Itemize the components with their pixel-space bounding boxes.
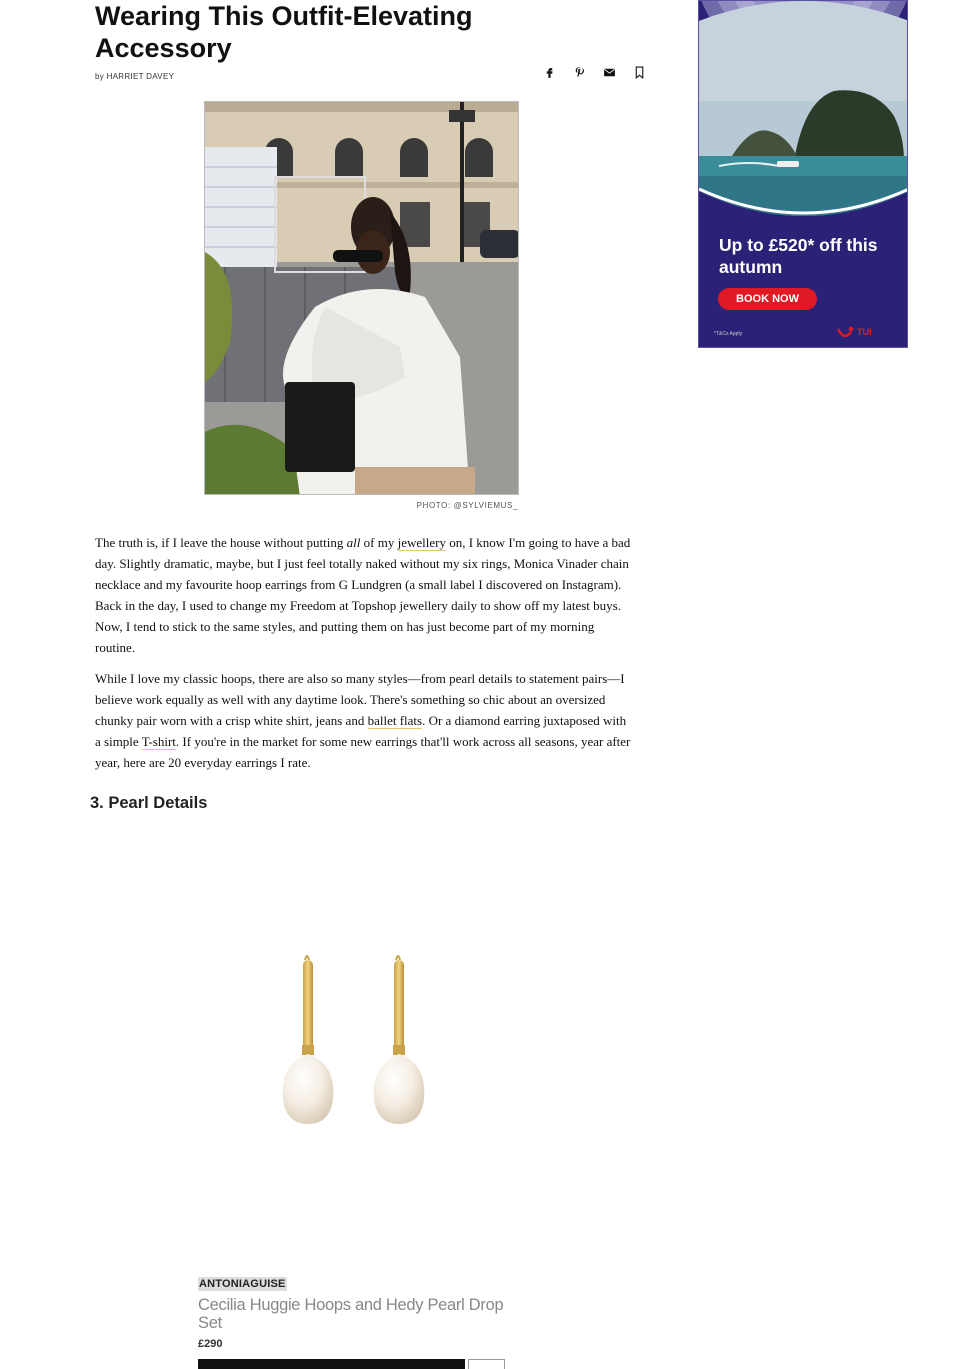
tui-logo <box>837 326 872 338</box>
section-heading: 3. Pearl Details <box>90 794 208 812</box>
text-run: The truth is, if I leave the house without putting <box>95 535 347 550</box>
hero-photo <box>204 101 519 495</box>
ballet-flats-link[interactable]: ballet flats <box>367 713 423 728</box>
tui-logo-text: TUI <box>857 327 872 337</box>
ad-headline: Up to £520* off this autumn <box>719 235 878 277</box>
article-headline: Wearing This Outfit-Elevating Accessory <box>95 1 473 63</box>
article-body <box>95 532 635 783</box>
facebook-icon[interactable] <box>534 64 564 80</box>
photo-credit: PHOTO: @SYLVIEMUS_ <box>416 501 518 510</box>
email-icon[interactable] <box>594 64 624 80</box>
product-brand: ANTONIAGUISE <box>199 1278 286 1290</box>
product-name[interactable]: Cecilia Huggie Hoops and Hedy Pearl Drop Set <box>198 1296 504 1332</box>
ad-book-now-button[interactable]: BOOK NOW <box>718 288 817 310</box>
tui-smile-icon <box>837 326 855 338</box>
text-run: . If you're in the market for some new earrings that'll work across all seasons, year after year, here are 20 everyday earrings I rate. <box>95 734 631 770</box>
t-shirt-link[interactable]: T-shirt <box>141 734 176 749</box>
bookmark-icon[interactable] <box>624 64 654 80</box>
text-emphasis: all <box>346 535 361 550</box>
text-run: While I love my classic hoops, there are also so many styles—from pearl details to statement pairs—I believe work equally as well with any daytime look. There's something so chic about an oversized chunky pair worn with a crisp white shirt, jeans and <box>95 671 625 728</box>
ad-terms: *T&Cs Apply <box>714 331 743 337</box>
product-image[interactable] <box>199 840 504 1260</box>
byline-prefix: by <box>95 72 105 81</box>
author-link[interactable]: HARRIET DAVEY <box>106 72 175 81</box>
byline <box>95 72 174 81</box>
jewellery-link[interactable]: jewellery <box>397 535 446 550</box>
pinterest-icon[interactable] <box>564 64 594 80</box>
text-run: of my <box>360 535 398 550</box>
paragraph-1 <box>95 532 635 658</box>
advertisement[interactable] <box>698 0 908 348</box>
product-price: £290 <box>198 1338 223 1350</box>
text-run: . Or a diamond earring juxtaposed with a simple <box>95 713 627 749</box>
paragraph-2 <box>95 668 635 773</box>
text-run: on, I know I'm going to have a bad day. Slightly dramatic, maybe, but I just feel totally naked without my six rings, Monica Vinader chain necklace and my favourite hoop earrings from G Lundgren (a small label I discovered on Instagram). Back in the day, I used to change my Freedom at Topshop jewellery daily to show off my latest buys. Now, I tend to stick to the same styles, and putting them on has just become part of my morning routine. <box>95 535 631 655</box>
buy-button[interactable] <box>198 1359 465 1369</box>
save-product-button[interactable] <box>468 1359 505 1369</box>
share-bar <box>534 64 654 80</box>
